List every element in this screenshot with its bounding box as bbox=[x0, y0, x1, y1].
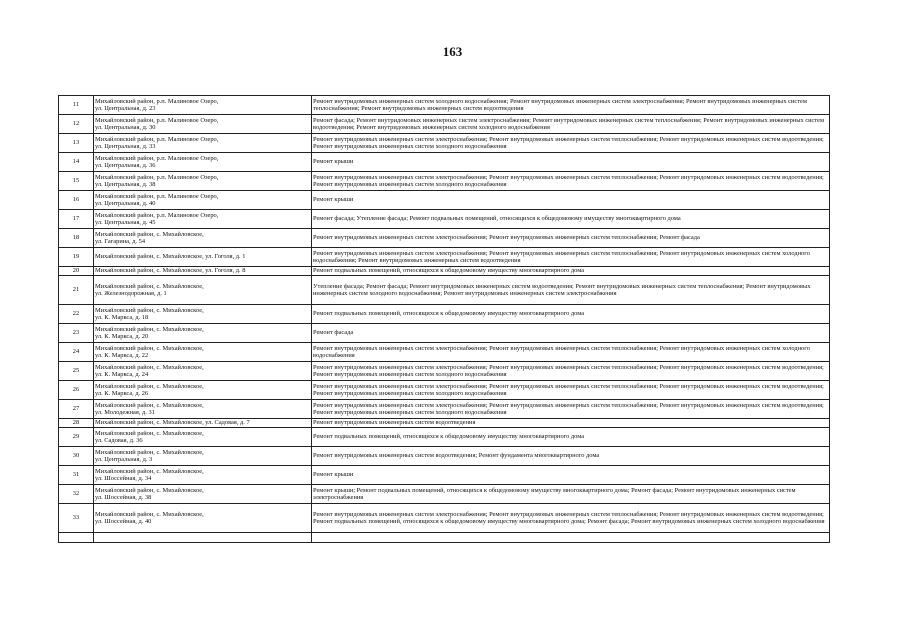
address-line-2: ул. К. Маркса, д. 22 bbox=[95, 352, 149, 359]
empty-row bbox=[59, 533, 830, 543]
address-line-2: ул. Молодежная, д. 31 bbox=[95, 409, 155, 416]
row-number: 12 bbox=[59, 115, 94, 134]
address-line-2: ул. Центральная, д. 38 bbox=[95, 181, 156, 188]
table-row bbox=[59, 504, 830, 533]
address-line-2: ул. Железнодорожная, д. 1 bbox=[95, 290, 167, 297]
table-row bbox=[59, 466, 830, 485]
address-line-2: ул. Гагарина, д. 54 bbox=[95, 238, 146, 245]
row-number: 18 bbox=[59, 229, 94, 248]
address-line-1: Михайловский район, р.п. Малиновое Озеро, bbox=[95, 97, 219, 105]
row-number: 31 bbox=[59, 466, 94, 485]
address-cell bbox=[94, 210, 312, 229]
address-line-1: Михайловский район, с. Михайловское, bbox=[95, 486, 204, 494]
row-number: 23 bbox=[59, 324, 94, 343]
table-row bbox=[59, 153, 830, 172]
table-row bbox=[59, 343, 830, 362]
address-line-1: Михайловский район, с. Михайловское, ул. Гоголя, д. 8 bbox=[95, 267, 246, 275]
works-cell: Ремонт внутридомовых инженерных систем водоотведения; Ремонт фундамента многоквартирного дома bbox=[312, 447, 830, 466]
table-row bbox=[59, 485, 830, 504]
row-number: 29 bbox=[59, 428, 94, 447]
address-cell bbox=[94, 191, 312, 210]
table-row bbox=[59, 134, 830, 153]
empty-cell bbox=[59, 533, 94, 543]
address-line-1: Михайловский район, с. Михайловское, bbox=[95, 363, 204, 371]
address-line-2: ул. К. Маркса, д. 20 bbox=[95, 333, 149, 340]
address-cell bbox=[94, 134, 312, 153]
address-cell bbox=[94, 485, 312, 504]
address-line-1: Михайловский район, р.п. Малиновое Озеро, bbox=[95, 173, 219, 181]
table-row bbox=[59, 381, 830, 400]
address-line-1: Михайловский район, с. Михайловское, bbox=[95, 401, 204, 409]
address-line-2: ул. Центральная, д. 45 bbox=[95, 219, 156, 226]
works-cell: Ремонт внутридомовых инженерных систем электроснабжения; Ремонт внутридомовых инженерных систем теплоснабжения; Ремонт внутридомовых инженерных систем водоотведения; Ремонт внутридомовых инженерных систем холодного водоснабжения bbox=[312, 362, 830, 381]
address-line-2: ул. Центральная, д. 33 bbox=[95, 143, 156, 150]
row-number: 30 bbox=[59, 447, 94, 466]
address-cell bbox=[94, 362, 312, 381]
works-cell: Ремонт внутридомовых инженерных систем электроснабжения; Ремонт внутридомовых инженерных систем теплоснабжения; Ремонт внутридомовых инженерных систем водоотведения; Ремонт внутридомовых инженерных систем холодного водоснабжения bbox=[312, 400, 830, 419]
address-cell bbox=[94, 248, 312, 267]
address-line-1: Михайловский район, с. Михайловское, bbox=[95, 429, 204, 437]
address-line-2: ул. Центральная, д. 30 bbox=[95, 124, 156, 131]
table-row bbox=[59, 229, 830, 248]
address-line-2: ул. Центральная, д. 40 bbox=[95, 200, 156, 207]
address-line-1: Михайловский район, р.п. Малиновое Озеро, bbox=[95, 192, 219, 200]
address-cell bbox=[94, 381, 312, 400]
address-cell bbox=[94, 276, 312, 305]
table-row bbox=[59, 419, 830, 428]
address-cell bbox=[94, 419, 312, 428]
works-cell: Ремонт подвальных помещений, относящихся к общедомовому имуществу многоквартирного дома bbox=[312, 428, 830, 447]
table-row bbox=[59, 248, 830, 267]
works-cell: Ремонт внутридомовых инженерных систем водоотведения bbox=[312, 419, 830, 428]
works-cell: Ремонт внутридомовых инженерных систем электроснабжения; Ремонт внутридомовых инженерных систем теплоснабжения; Ремонт фасада bbox=[312, 229, 830, 248]
table-body bbox=[59, 96, 830, 543]
row-number: 24 bbox=[59, 343, 94, 362]
page-number: 163 bbox=[442, 44, 463, 59]
works-cell: Ремонт крыши; Ремонт подвальных помещений, относящихся к общедомовому имуществу многоквартирного дома; Ремонт фасада; Ремонт внутридомовых инженерных систем электроснабжения bbox=[312, 485, 830, 504]
address-line-2: ул. Центральная, д. 23 bbox=[95, 105, 156, 112]
works-cell: Ремонт внутридомовых инженерных систем электроснабжения; Ремонт внутридомовых инженерных систем теплоснабжения; Ремонт внутридомовых инженерных систем холодного водоснабжения; Ремонт внутридомовых инженерных систем водоотведения bbox=[312, 248, 830, 267]
address-line-1: Михайловский район, с. Михайловское, bbox=[95, 344, 204, 352]
table-row bbox=[59, 305, 830, 324]
table-row bbox=[59, 267, 830, 276]
address-line-1: Михайловский район, р.п. Малиновое Озеро, bbox=[95, 116, 219, 124]
address-cell bbox=[94, 172, 312, 191]
row-number: 22 bbox=[59, 305, 94, 324]
works-cell: Ремонт фасада; Ремонт внутридомовых инженерных систем электроснабжения; Ремонт внутридомовых инженерных систем теплоснабжения; Ремонт внутридомовых инженерных систем водоотведения; Ремонт внутридомовых инженерных систем холодного водоснабжения bbox=[312, 115, 830, 134]
address-line-2: ул. К. Маркса, д. 26 bbox=[95, 390, 149, 397]
row-number: 32 bbox=[59, 485, 94, 504]
address-cell bbox=[94, 324, 312, 343]
works-cell: Ремонт крыши bbox=[312, 191, 830, 210]
address-line-2: ул. Центральная, д. 3 bbox=[95, 456, 153, 463]
row-number: 17 bbox=[59, 210, 94, 229]
row-number: 20 bbox=[59, 267, 94, 276]
table-row bbox=[59, 172, 830, 191]
row-number: 26 bbox=[59, 381, 94, 400]
address-line-1: Михайловский район, с. Михайловское, bbox=[95, 510, 204, 518]
row-number: 19 bbox=[59, 248, 94, 267]
row-number: 28 bbox=[59, 419, 94, 428]
address-line-2: ул. К. Маркса, д. 18 bbox=[95, 314, 149, 321]
address-line-2: ул. Шоссейная, д. 38 bbox=[95, 494, 152, 501]
address-line-2: ул. Центральная, д. 36 bbox=[95, 162, 156, 169]
works-cell: Ремонт подвальных помещений, относящихся к общедомовому имуществу многоквартирного дома bbox=[312, 267, 830, 276]
address-cell bbox=[94, 115, 312, 134]
row-number: 27 bbox=[59, 400, 94, 419]
address-line-1: Михайловский район, с. Михайловское, bbox=[95, 467, 204, 475]
address-cell bbox=[94, 267, 312, 276]
address-line-2: ул. К. Маркса, д. 24 bbox=[95, 371, 149, 378]
address-line-1: Михайловский район, р.п. Малиновое Озеро, bbox=[95, 211, 219, 219]
address-line-1: Михайловский район, р.п. Малиновое Озеро, bbox=[95, 154, 219, 162]
table-row bbox=[59, 447, 830, 466]
row-number: 14 bbox=[59, 153, 94, 172]
table-row bbox=[59, 324, 830, 343]
address-line-1: Михайловский район, р.п. Малиновое Озеро, bbox=[95, 135, 219, 143]
address-line-2: ул. Шоссейная, д. 40 bbox=[95, 518, 152, 525]
row-number: 33 bbox=[59, 504, 94, 533]
address-line-2: ул. Садовая, д. 36 bbox=[95, 437, 143, 444]
works-cell: Ремонт внутридомовых инженерных систем электроснабжения; Ремонт внутридомовых инженерных систем теплоснабжения; Ремонт внутридомовых инженерных систем водоотведения; Ремонт внутридомовых инженерных систем холодного водоснабжения bbox=[312, 381, 830, 400]
row-number: 15 bbox=[59, 172, 94, 191]
works-cell: Ремонт фасада bbox=[312, 324, 830, 343]
address-line-1: Михайловский район, с. Михайловское, bbox=[95, 306, 204, 314]
address-cell bbox=[94, 504, 312, 533]
address-line-1: Михайловский район, с. Михайловское, bbox=[95, 282, 204, 290]
address-line-1: Михайловский район, с. Михайловское, bbox=[95, 230, 204, 238]
address-cell bbox=[94, 229, 312, 248]
address-cell bbox=[94, 343, 312, 362]
address-cell bbox=[94, 96, 312, 115]
table-row bbox=[59, 210, 830, 229]
table-row bbox=[59, 428, 830, 447]
address-line-1: Михайловский район, с. Михайловское, bbox=[95, 448, 204, 456]
address-line-1: Михайловский район, с. Михайловское, bbox=[95, 382, 204, 390]
address-cell bbox=[94, 153, 312, 172]
table-row bbox=[59, 115, 830, 134]
works-cell: Ремонт крыши bbox=[312, 466, 830, 485]
address-cell bbox=[94, 447, 312, 466]
address-line-1: Михайловский район, с. Михайловское, bbox=[95, 325, 204, 333]
table-row bbox=[59, 276, 830, 305]
table-row bbox=[59, 400, 830, 419]
address-line-1: Михайловский район, с. Михайловское, ул. Садовая, д. 7 bbox=[95, 419, 250, 427]
row-number: 11 bbox=[59, 96, 94, 115]
address-line-2: ул. Шоссейная, д. 34 bbox=[95, 475, 152, 482]
works-cell: Ремонт внутридомовых инженерных систем электроснабжения; Ремонт внутридомовых инженерных систем теплоснабжения; Ремонт внутридомовых инженерных систем водоотведения; Ремонт внутридомовых инженерных систем холодного водоснабжения bbox=[312, 172, 830, 191]
table-row bbox=[59, 362, 830, 381]
row-number: 25 bbox=[59, 362, 94, 381]
works-cell: Ремонт внутридомовых инженерных систем холодного водоснабжения; Ремонт внутридомовых инженерных систем электроснабжения; Ремонт внутридомовых инженерных систем теплоснабжения; Ремонт внутридомовых инженерных систем водоотведения bbox=[312, 96, 830, 115]
table-row bbox=[59, 96, 830, 115]
works-cell: Ремонт фасада; Утепление фасада; Ремонт подвальных помещений, относящихся к общедомовому имуществу многоквартирного дома bbox=[312, 210, 830, 229]
works-cell: Ремонт внутридомовых инженерных систем электроснабжения; Ремонт внутридомовых инженерных систем теплоснабжения; Ремонт внутридомовых инженерных систем водоотведения; Ремонт подвальных помещений, относящихся к общедомовому имуществу многоквартирного дома; Ремонт фасада; Ремонт внутридомовых инженерных систем холодного водоснабжения bbox=[312, 504, 830, 533]
works-cell: Ремонт крыши bbox=[312, 153, 830, 172]
address-cell bbox=[94, 428, 312, 447]
works-cell: Ремонт внутридомовых инженерных систем электроснабжения; Ремонт внутридомовых инженерных систем теплоснабжения; Ремонт внутридомовых инженерных систем холодного водоснабжения bbox=[312, 343, 830, 362]
address-cell bbox=[94, 305, 312, 324]
address-cell bbox=[94, 466, 312, 485]
empty-cell bbox=[312, 533, 830, 543]
table-row bbox=[59, 191, 830, 210]
row-number: 16 bbox=[59, 191, 94, 210]
address-line-1: Михайловский район, с. Михайловское, ул. Гоголя, д. 1 bbox=[95, 253, 246, 261]
row-number: 13 bbox=[59, 134, 94, 153]
works-cell: Утепление фасада; Ремонт фасада; Ремонт внутридомовых инженерных систем водоотведения; Ремонт внутридомовых инженерных систем теплоснабжения; Ремонт внутридомовых инженерных систем холодного водоснабжения; Ремонт внутридомовых инженерных систем электроснабжения bbox=[312, 276, 830, 305]
repair-works-table bbox=[58, 95, 830, 543]
address-cell bbox=[94, 400, 312, 419]
empty-cell bbox=[94, 533, 312, 543]
works-cell: Ремонт подвальных помещений, относящихся к общедомовому имуществу многоквартирного дома bbox=[312, 305, 830, 324]
works-cell: Ремонт внутридомовых инженерных систем электроснабжения; Ремонт внутридомовых инженерных систем теплоснабжения; Ремонт внутридомовых инженерных систем водоотведения; Ремонт внутридомовых инженерных систем холодного водоснабжения bbox=[312, 134, 830, 153]
row-number: 21 bbox=[59, 276, 94, 305]
